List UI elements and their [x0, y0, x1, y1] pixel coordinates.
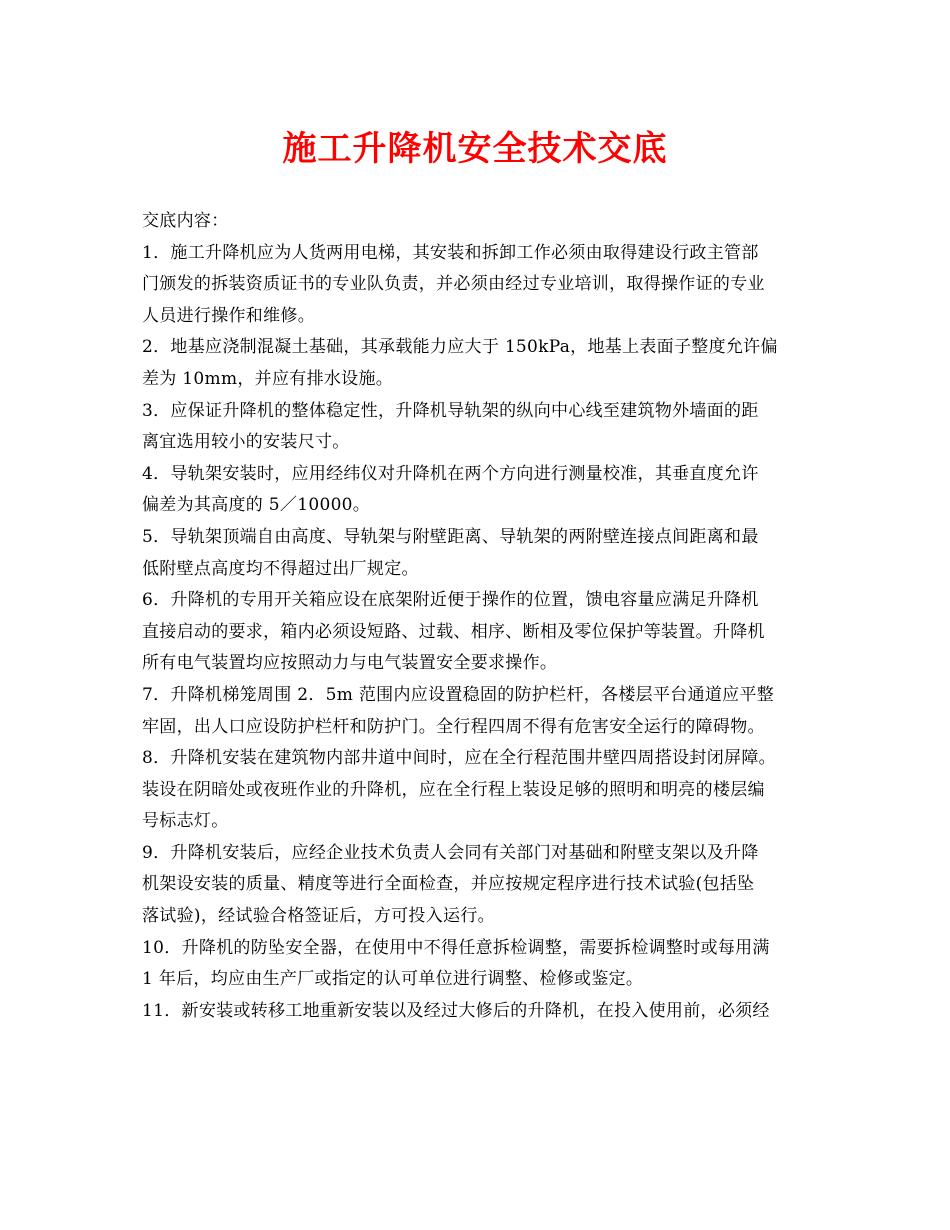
text-line: 5．导轨架顶端自由高度、导轨架与附壁距离、导轨架的两附壁连接点间距离和最 — [142, 526, 759, 547]
text-line: 装设在阴暗处或夜班作业的升降机，应在全行程上装设足够的照明和明亮的楼层编 — [142, 779, 765, 800]
text-line: 偏差为其高度的 5／10000。 — [142, 495, 371, 516]
text-line: 门颁发的拆装资质证书的专业队负责，并必须由经过专业培训，取得操作证的专业 — [142, 274, 765, 295]
intro-label: 交底内容： — [142, 211, 229, 231]
text-line: 号标志灯。 — [142, 811, 229, 832]
text-line: 所有电气装置均应按照动力与电气装置安全要求操作。 — [142, 653, 558, 674]
text-line: 人员进行操作和维修。 — [142, 305, 315, 326]
text-line: 9．升降机安装后，应经企业技术负责人会同有关部门对基础和附壁支架以及升降 — [142, 842, 759, 863]
text-line: 1 年后，均应由生产厂或指定的认可单位进行调整、检修或鉴定。 — [142, 969, 644, 990]
text-line: 3．应保证升降机的整体稳定性，升降机导轨架的纵向中心线至建筑物外墙面的距 — [142, 400, 759, 421]
text-line: 直接启动的要求，箱内必须设短路、过载、相序、断相及零位保护等装置。升降机 — [142, 621, 765, 642]
text-line: 牢固，出人口应设防护栏杆和防护门。全行程四周不得有危害安全运行的障碍物。 — [142, 716, 765, 737]
document-body — [142, 206, 832, 1027]
text-line: 差为 10mm，并应有排水设施。 — [142, 368, 394, 389]
text-line: 落试验)，经试验合格签证后，方可投入运行。 — [142, 906, 495, 927]
text-line: 4．导轨架安装时，应用经纬仪对升降机在两个方向进行测量校准，其垂直度允许 — [142, 463, 759, 484]
text-line: 2．地基应浇制混凝土基础，其承载能力应大于 150kPa，地基上表面子整度允许偏 — [142, 337, 778, 358]
text-line: 低附壁点高度均不得超过出厂规定。 — [142, 558, 419, 579]
text-line: 10．升降机的防坠安全器，在使用中不得任意拆检调整，需要拆检调整时或每用满 — [142, 937, 770, 958]
text-line: 6．升降机的专用开关箱应设在底架附近便于操作的位置，馈电容量应满足升降机 — [142, 590, 759, 611]
document-title: 施工升降机安全技术交底 — [282, 129, 668, 169]
text-line: 7．升降机梯笼周围 2．5m 范围内应设置稳固的防护栏杆，各楼层平台通道应平整 — [142, 684, 775, 705]
text-line: 8．升降机安装在建筑物内部井道中间时，应在全行程范围井壁四周搭设封闭屏障。 — [142, 748, 776, 769]
text-line: 1．施工升降机应为人货两用电梯，其安装和拆卸工作必须由取得建设行政主管部 — [142, 242, 759, 263]
text-line: 11．新安装或转移工地重新安装以及经过大修后的升降机，在投入使用前，必须经 — [142, 1000, 770, 1021]
text-line: 离宜选用较小的安装尺寸。 — [142, 432, 350, 453]
text-line: 机架设安装的质量、精度等进行全面检查，并应按规定程序进行技术试验(包括坠 — [142, 874, 755, 895]
